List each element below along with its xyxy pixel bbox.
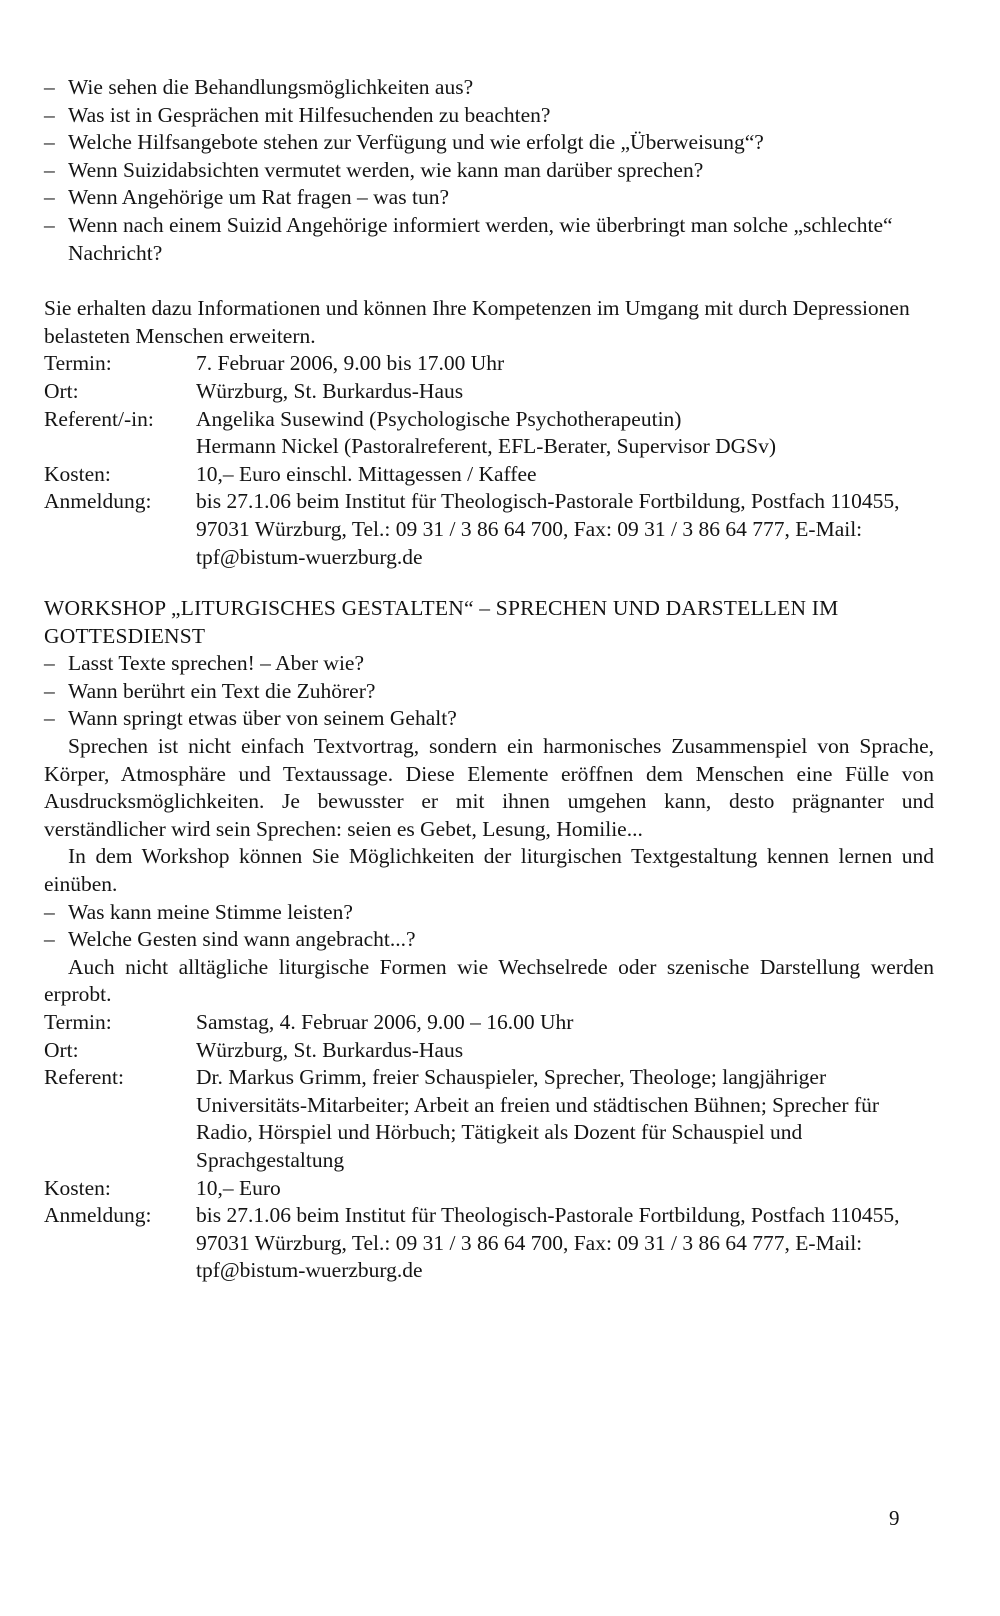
question-list bbox=[44, 74, 934, 267]
workshop-question-list-2 bbox=[44, 899, 934, 954]
list-item: – Wenn Angehörige um Rat fragen – was tun? bbox=[44, 185, 449, 210]
list-item: – Wenn Suizidabsichten vermutet werden, wie kann man darüber sprechen? bbox=[44, 157, 704, 182]
list-item: – Welche Hilfsangebote stehen zur Verfügung und wie erfolgt die „Überweisung“? bbox=[44, 130, 764, 155]
intro-paragraph: Sie erhalten dazu Informationen und können Ihre Kompetenzen im Umgang mit durch Depressionen belasteten Menschen erweitern. bbox=[44, 296, 910, 348]
event-details-1 bbox=[44, 350, 934, 571]
list-item: – Was ist in Gesprächen mit Hilfesuchenden zu beachten? bbox=[44, 102, 551, 127]
termin-value: 7. Februar 2006, 9.00 bis 17.00 Uhr bbox=[196, 351, 505, 376]
anmeldung-value: bis 27.1.06 beim Institut für Theologisch-Pastorale Fortbildung, Postfach 110455, 97031 Würzburg, Tel.: 09 31 / 3 86 64 700, Fax: 09 31 / 3 86 64 777, E-Mail: tpf@bistum-wuerzburg.de bbox=[196, 1203, 900, 1283]
list-item: – Wann springt etwas über von seinem Gehalt? bbox=[44, 706, 457, 731]
anmeldung-label: Anmeldung: bbox=[44, 1203, 152, 1228]
ort-label: Ort: bbox=[44, 378, 79, 403]
referent-label: Referent/-in: bbox=[44, 406, 154, 431]
anmeldung-label: Anmeldung: bbox=[44, 489, 152, 514]
kosten-value: 10,– Euro bbox=[196, 1175, 281, 1200]
kosten-label: Kosten: bbox=[44, 461, 111, 486]
termin-value: Samstag, 4. Februar 2006, 9.00 – 16.00 Uhr bbox=[196, 1010, 574, 1034]
ort-value: Würzburg, St. Burkardus-Haus bbox=[196, 378, 464, 403]
page-number: 9 bbox=[889, 1506, 900, 1530]
page-content bbox=[44, 74, 934, 1285]
list-item: – Lasst Texte sprechen! – Aber wie? bbox=[44, 651, 365, 676]
list-item: – Was kann meine Stimme leisten? bbox=[44, 899, 353, 924]
event-details-2 bbox=[44, 1009, 934, 1285]
workshop-heading: WORKSHOP „LITURGISCHES GESTALTEN“ – SPRECHEN UND DARSTELLEN IM GOTTESDIENST bbox=[44, 596, 839, 648]
anmeldung-value: bis 27.1.06 beim Institut für Theologisch-Pastorale Fortbildung, Postfach 110455, 97031 Würzburg, Tel.: 09 31 / 3 86 64 700, Fax: 09 31 / 3 86 64 777, E-Mail: tpf@bistum-wuerzburg.de bbox=[196, 489, 900, 569]
termin-label: Termin: bbox=[44, 1010, 112, 1034]
referent-value: Angelika Susewind (Psychologische Psychotherapeutin) Hermann Nickel (Pastoralreferent, EFL-Berater, Supervisor DGSv) bbox=[196, 406, 777, 459]
referent-value: Dr. Markus Grimm, freier Schauspieler, Sprecher, Theologe; langjähriger Universitäts-Mitarbeiter; Arbeit an freien und städtischen Bühnen; Sprecher für Radio, Hörspiel und Hörbuch; Tätigkeit als Dozent für Schauspiel und Sprachgestaltung bbox=[196, 1065, 880, 1172]
workshop-paragraph-3: Auch nicht alltägliche liturgische Formen wie Wechselrede oder szenische Darstellung werden erprobt. bbox=[44, 954, 934, 1007]
workshop-paragraph-2: In dem Workshop können Sie Möglichkeiten der liturgischen Textgestaltung kennen lernen und einüben. bbox=[44, 844, 934, 897]
ort-value: Würzburg, St. Burkardus-Haus bbox=[196, 1037, 464, 1062]
list-item: – Wann berührt ein Text die Zuhörer? bbox=[44, 678, 376, 703]
termin-label: Termin: bbox=[44, 351, 112, 376]
list-item: – Wie sehen die Behandlungsmöglichkeiten aus? bbox=[44, 75, 474, 99]
referent-label: Referent: bbox=[44, 1065, 124, 1090]
workshop-question-list bbox=[44, 650, 934, 733]
ort-label: Ort: bbox=[44, 1037, 79, 1062]
kosten-value: 10,– Euro einschl. Mittagessen / Kaffee bbox=[196, 461, 537, 486]
list-item: – Wenn nach einem Suizid Angehörige informiert werden, wie überbringt man solche „schlechte“ Nachricht? bbox=[44, 212, 893, 265]
kosten-label: Kosten: bbox=[44, 1175, 111, 1200]
list-item: – Welche Gesten sind wann angebracht...? bbox=[44, 927, 416, 952]
workshop-paragraph-1: Sprechen ist nicht einfach Textvortrag, sondern ein harmonisches Zusammenspiel von Sprache, Körper, Atmosphäre und Textaussage. Diese Elemente eröffnen dem Menschen eine Fülle von Ausdrucksmöglichkeiten. Je bewusster er mit ihnen umgehen kann, desto prägnanter und verständlicher wird sein Sprechen: seien es Gebet, Lesung, Homilie... bbox=[44, 734, 934, 841]
